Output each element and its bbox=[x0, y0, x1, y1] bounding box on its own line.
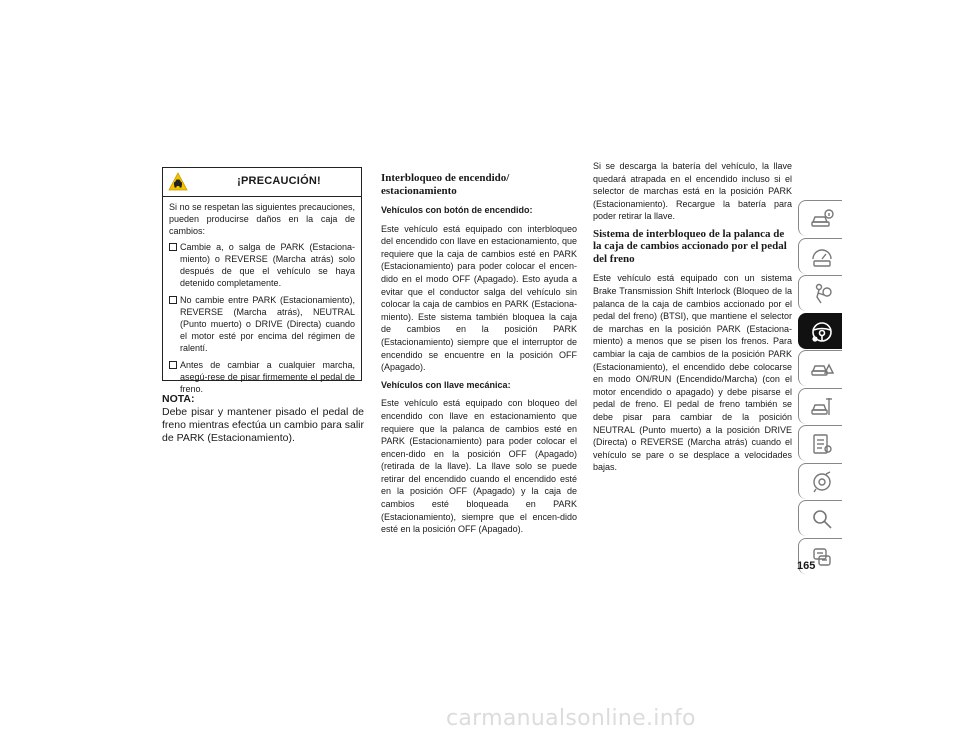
tab-emergency[interactable] bbox=[798, 350, 842, 386]
tab-starting-operating[interactable] bbox=[798, 313, 842, 349]
multimedia-icon bbox=[810, 470, 834, 494]
tab-service[interactable] bbox=[798, 388, 842, 424]
bullet-square-icon bbox=[169, 296, 177, 304]
caution-list bbox=[169, 241, 355, 395]
tab-specifications[interactable] bbox=[798, 425, 842, 461]
paragraph-push-button: Este vehículo está equipado con interbloqueo del encendido con llave en estacionamiento, que requiere que la caja de cambios esté en PARK (Estacionamiento) para poder colocar el encen-dido en el modo OFF (Apagado). Esto ayuda a evitar que el conductor salga del vehículo sin colocar la caja de cambios en PARK (Estaciona-miento). Este sistema también bloquea la caja de cambios en la posición PARK (Estacionamiento) siempre que el interruptor de encendido se encuentre en la posición OFF (Apagado). bbox=[381, 223, 577, 373]
steering-wheel-icon bbox=[810, 320, 834, 344]
chapter-tabs bbox=[798, 200, 842, 575]
roadside-emergency-icon bbox=[810, 357, 834, 381]
tab-car-info[interactable] bbox=[798, 200, 842, 236]
paragraph-mechanical-key: Este vehículo está equipado con bloqueo del encendido con llave en estacionamiento que requiere que la palanca de cambios esté en PARK (Estacionamiento) para poder colocar el encen-dido en la posición OFF (Apagado) (retirada de la llave). La llave solo se puede retirar del encendido cuando el encendido esté en la posición OFF (Apagado) y la caja de cambios esté bloqueada en PARK (Estacionamiento), siempre que el encen-dido esté en la posición OFF (Apagado). bbox=[381, 398, 577, 535]
warning-car-icon bbox=[168, 172, 188, 192]
caution-body bbox=[163, 197, 361, 395]
search-index-icon bbox=[810, 507, 834, 531]
bullet-square-icon bbox=[169, 243, 177, 251]
technical-specs-icon bbox=[810, 432, 834, 456]
column-ignition-interlock bbox=[381, 172, 577, 541]
caution-box bbox=[162, 167, 362, 394]
car-info-icon bbox=[810, 207, 834, 231]
tab-index[interactable] bbox=[798, 500, 842, 536]
tab-multimedia[interactable] bbox=[798, 463, 842, 499]
watermark: carmanualsonline.info bbox=[446, 706, 696, 731]
tab-safety[interactable] bbox=[798, 275, 842, 311]
note-block bbox=[162, 393, 364, 445]
subheading-push-button: Vehículos con botón de encendido: bbox=[381, 205, 533, 215]
safety-airbag-icon bbox=[810, 282, 834, 306]
tab-dashboard[interactable] bbox=[798, 238, 842, 274]
paragraph-battery: Si se descarga la batería del vehículo, la llave quedará atrapada en el encendido incluso si el selector de marchas está en la posición PARK (Estacionamiento). Recargue la batería para poder retirar la llave. bbox=[593, 161, 792, 222]
dashboard-display-icon bbox=[810, 245, 834, 269]
page-number: 165 bbox=[797, 560, 816, 572]
note-text: Debe pisar y mantener pisado el pedal de freno mientras efectúa un cambio para salir de PARK (Estacionamiento). bbox=[162, 406, 364, 444]
caution-item: No cambie entre PARK (Estacionamiento), REVERSE (Marcha atrás), NEUTRAL (Punto muerto) o DRIVE (Directa) cuando el motor esté por encima del régimen de ralentí. bbox=[169, 294, 355, 354]
paragraph-btsi: Este vehículo está equipado con un sistema Brake Transmission Shift Interlock (Bloqueo de la palanca de la caja de cambios accionado por el pedal del freno) (BTSI), que mantiene el selector de marchas en la posición PARK (Estaciona-miento) a menos que se pisen los frenos. Para cambiar la caja de cambios de la posición PARK (Estacionamiento), el encendido debe colocarse en modo ON/RUN (Encendido/Marcha) (con el motor encendido o apagado) y debe pisarse el pedal de freno. El pedal de freno también se debe pisar para cambiar de la posición NEUTRAL (Punto muerto) a la posición DRIVE (Directa) o REVERSE (Marcha atrás) cuando el vehículo se pare o se desplace a velocidades bajas. bbox=[593, 273, 792, 473]
caution-title: ¡PRECAUCIÓN! bbox=[237, 175, 321, 187]
note-label: NOTA: bbox=[162, 393, 195, 405]
caution-item: Antes de cambiar a cualquier marcha, asegú-rese de pisar firmemente el pedal de freno. bbox=[169, 359, 355, 395]
section-heading-btsi: Sistema de interbloqueo de la palanca de la caja de cambios accionado por el pedal del freno bbox=[593, 227, 787, 265]
caution-item: Cambie a, o salga de PARK (Estaciona-miento) o REVERSE (Marcha atrás) solo después de que el vehículo se haya detenido completamente. bbox=[169, 241, 355, 289]
column-brake-interlock bbox=[593, 160, 792, 479]
caution-header bbox=[163, 168, 361, 197]
car-service-icon bbox=[810, 395, 834, 419]
section-heading-ignition: Interbloqueo de encendido/ estacionamiento bbox=[381, 172, 510, 197]
caution-intro: Si no se respetan las siguientes precauciones, pueden producirse daños en la caja de cambios: bbox=[169, 202, 355, 236]
bullet-square-icon bbox=[169, 361, 177, 369]
subheading-mechanical-key: Vehículos con llave mecánica: bbox=[381, 379, 511, 390]
